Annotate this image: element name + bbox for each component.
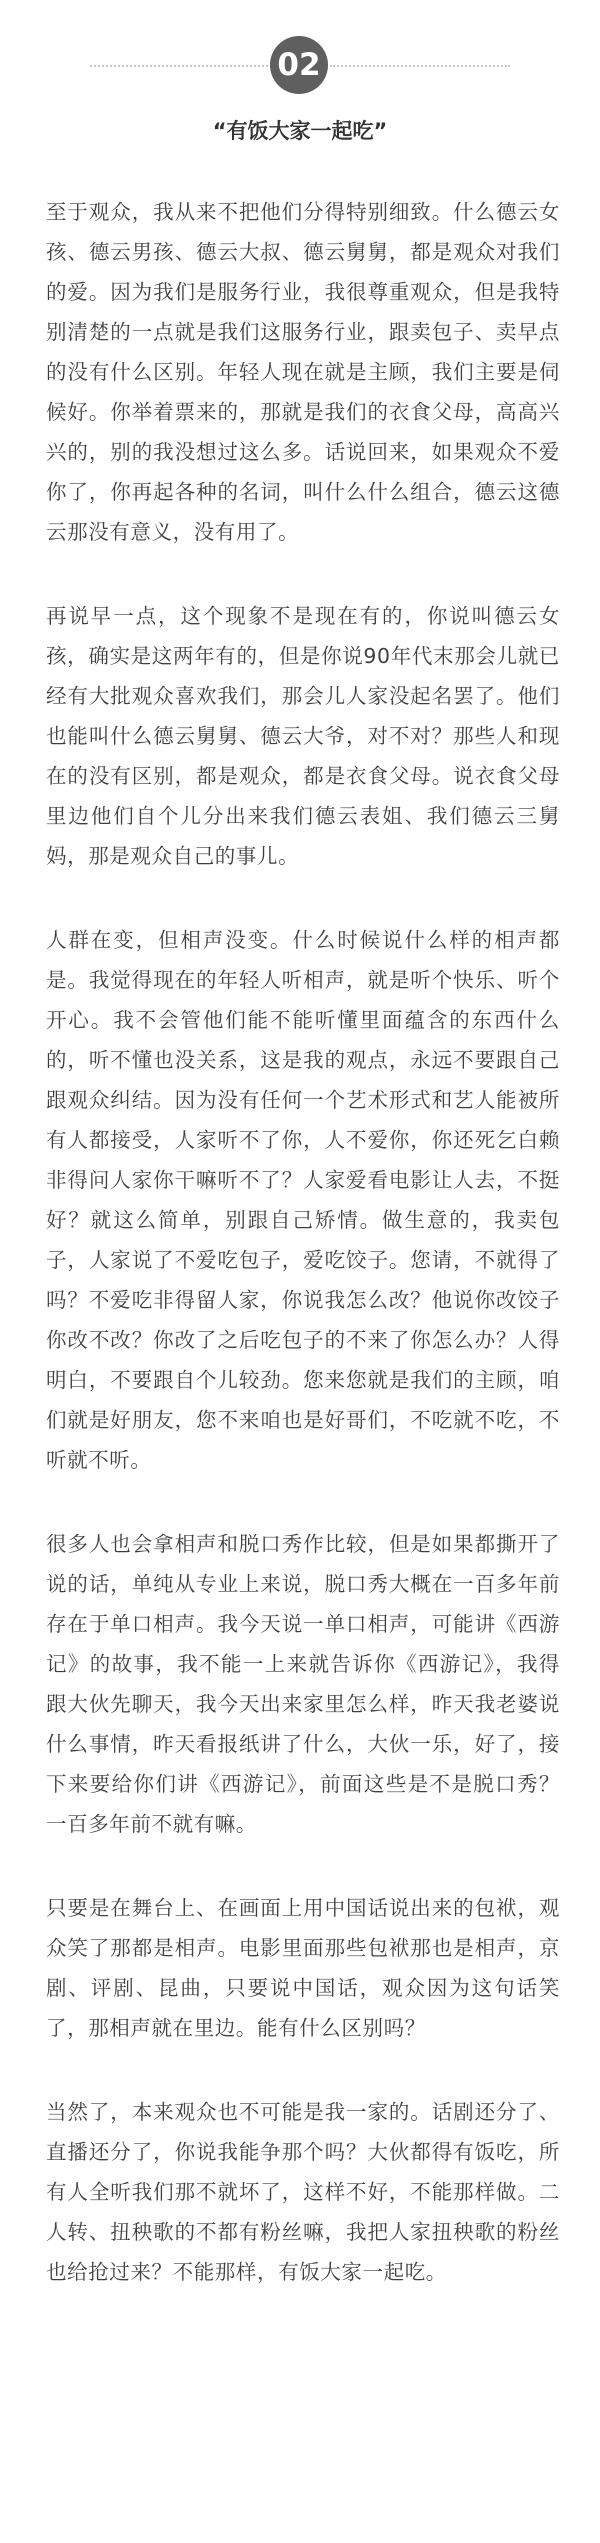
paragraph: 只要是在舞台上、在画面上用中国话说出来的包袱，观众笑了那都是相声。电影里面那些包袱那也是相声，京剧、评剧、昆曲，只要说中国话，观众因为这句话笑了，那相声就在里边。能有什么区别吗？ [46, 1896, 560, 2040]
paragraph: 再说早一点，这个现象不是现在有的，你说叫德云女孩，确实是这两年有的，但是你说90年代末那会儿就已经有大批观众喜欢我们，那会儿人家没起名罢了。他们也能叫什么德云舅舅、德云大爷，对不对？那些人和现在的没有区别，都是观众，都是衣食父母。说衣食父母里边他们自个儿分出来我们德云表姐、我们德云三舅妈，那是观众自己的事儿。 [46, 604, 560, 868]
article-body [46, 192, 560, 2292]
dotted-divider-left [90, 65, 268, 67]
paragraph: 至于观众，我从来不把他们分得特别细致。什么德云女孩、德云男孩、德云大叔、德云舅舅，都是观众对我们的爱。因为我们是服务行业，我很尊重观众，但是我特别清楚的一点就是我们这服务行业，跟卖包子、卖早点的没有什么区别。年轻人现在就是主顾，我们主要是伺候好。你举着票来的，那就是我们的衣食父母，高高兴兴的，别的我没想过这么多。话说回来，如果观众不爱你了，你再起各种的名词，叫什么什么组合，德云这德云那没有意义，没有用了。 [46, 200, 560, 544]
paragraph: 很多人也会拿相声和脱口秀作比较，但是如果都撕开了说的话，单纯从专业上来说，脱口秀大概在一百多年前存在于单口相声。我今天说一单口相声，可能讲《西游记》的故事，我不能一上来就告诉你《西游记》，我得跟大伙先聊天，我今天出来家里怎么样，昨天我老婆说什么事情，昨天看报纸讲了什么，大伙一乐，好了，接下来要给你们讲《西游记》，前面这些是不是脱口秀？一百多年前不就有嘛。 [46, 1532, 560, 1836]
paragraph: 人群在变，但相声没变。什么时候说什么样的相声都是。我觉得现在的年轻人听相声，就是听个快乐、听个开心。我不会管他们能不能听懂里面蕴含的东西什么的，听不懂也没关系，这是我的观点，永远不要跟自己跟观众纠结。因为没有任何一个艺术形式和艺人能被所有人都接受，人家听不了你，人不爱你，你还死乞白赖非得问人家你干嘛听不了？人家爱看电影让人去，不挺好？就这么简单，别跟自己矫情。做生意的，我卖包子，人家说了不爱吃包子，爱吃饺子。您请，不就得了吗？不爱吃非得留人家，你说我怎么改？他说你改饺子你改不改？你改了之后吃包子的不来了你怎么办？人得明白，不要跟自个儿较劲。您来您就是我们的主顾，咱们就是好朋友，您不来咱也是好哥们，不吃就不吃，不听就不听。 [46, 928, 560, 1472]
section-header [0, 36, 600, 94]
section-number-badge: 02 [270, 36, 328, 94]
section-title: “有饭大家一起吃” [212, 119, 388, 143]
dotted-divider-right [330, 65, 510, 67]
paragraph: 当然了，本来观众也不可能是我一家的。话剧还分了、直播还分了，你说我能争那个吗？大伙都得有饭吃，所有人全听我们那不就坏了，这样不好，不能那样做。二人转、扭秧歌的不都有粉丝嘛，我把人家扭秧歌的粉丝也给抢过来？不能那样，有饭大家一起吃。 [46, 2100, 560, 2284]
